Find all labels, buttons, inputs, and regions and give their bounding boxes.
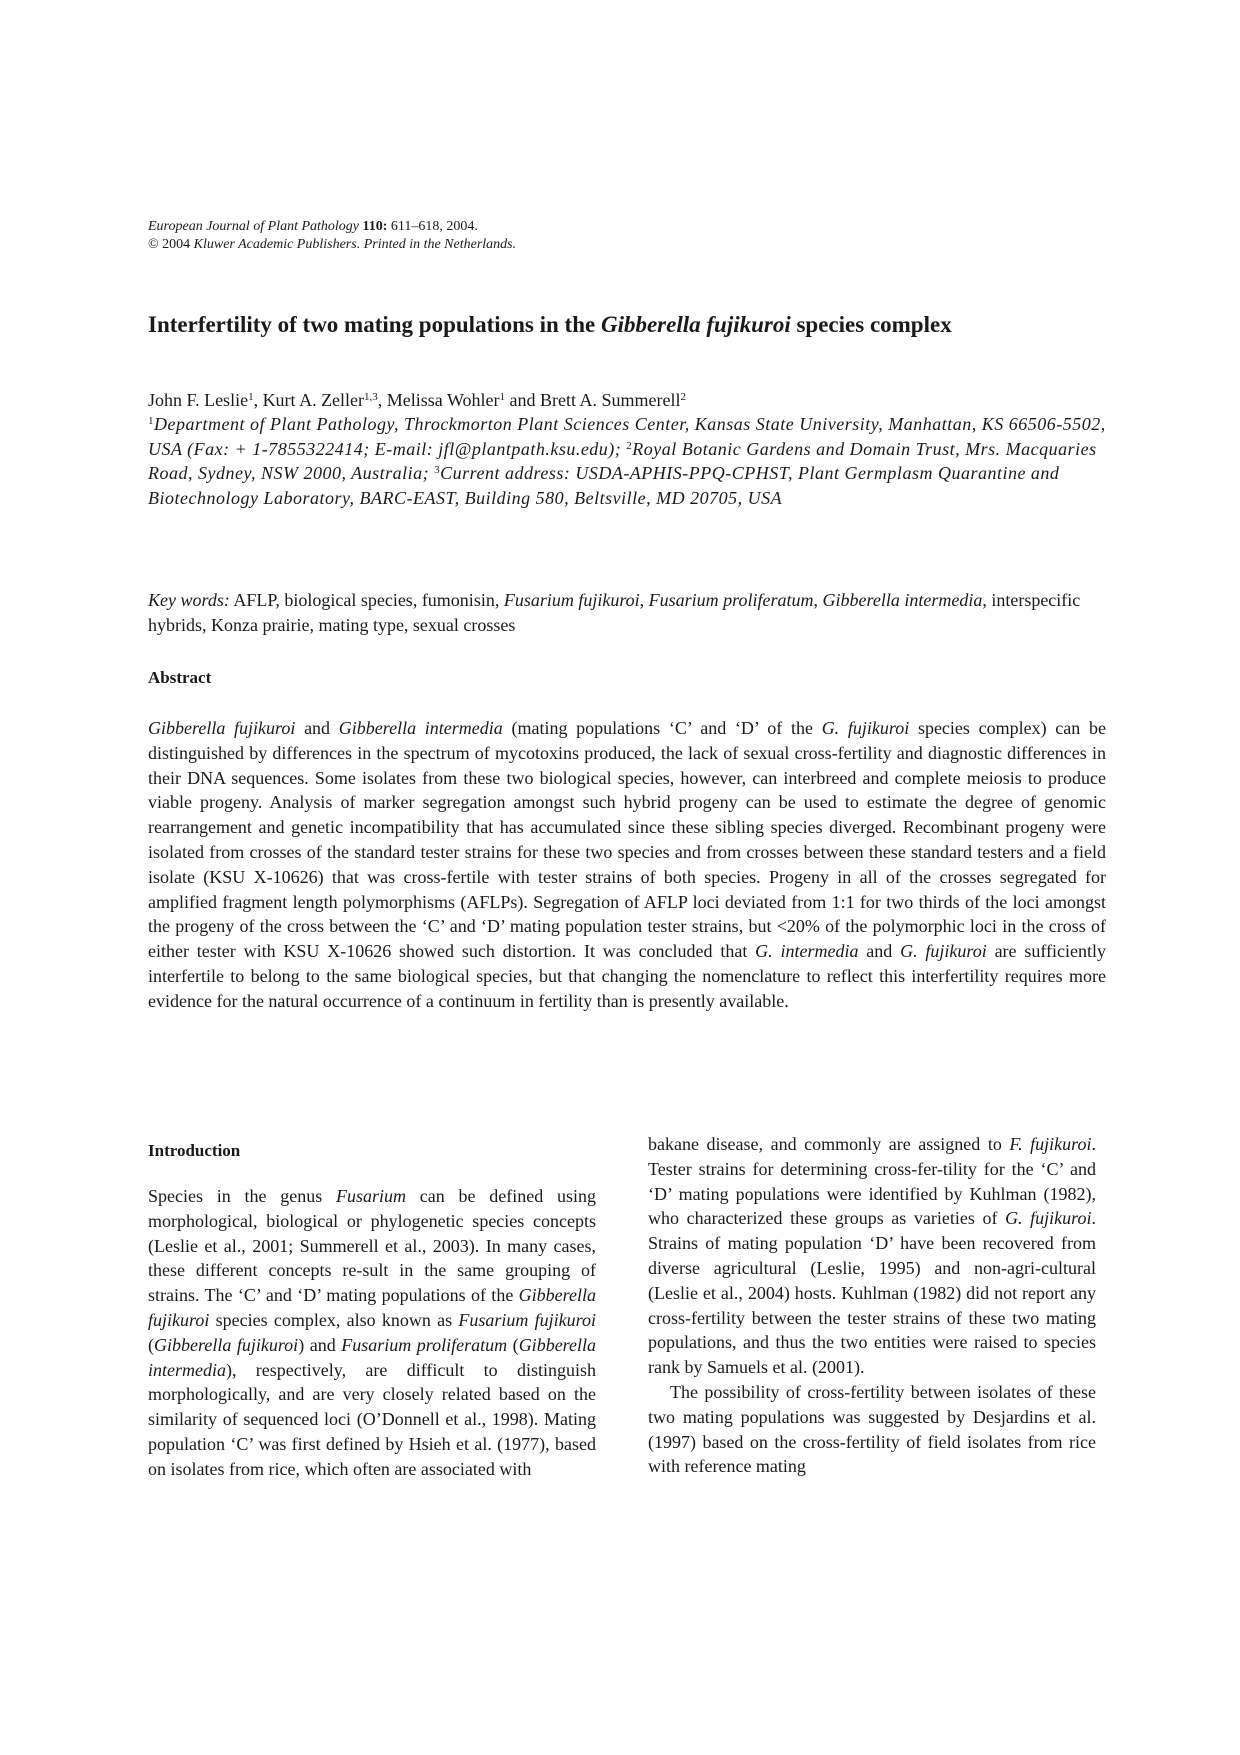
abstract-text: Gibberella fujikuroi and Gibberella intermedia (mating populations ‘C’ and ‘D’ of the G. fujikuroi species complex) can be distinguished by differences in the spectrum of mycotoxins produced, the lack of sexual cross-fertility and diagnostic differences in their DNA sequences. Some isolates from these two biological species, however, can interbreed and complete meiosis to produce viable progeny. Analysis of marker segregation amongst such hybrid progeny can be used to estimate the degree of genomic rearrangement and genetic incompatibility that has accumulated since these sibling species diverged. Recombinant progeny were isolated from crosses of the standard tester strains for these two species and from crosses between these standard testers and a field isolate (KSU X-10626) that was cross-fertile with tester strains of both species. Progeny in all of the crosses segregated for amplified fragment length polymorphisms (AFLPs). Segregation of AFLP loci deviated from 1:1 for two thirds of the loci amongst the progeny of the cross between the ‘C’ and ‘D’ mating population tester strains, but <20% of the polymorphic loci in the cross of either tester with KSU X-10626 showed such distortion. It was concluded that G. intermedia and G. fujikuroi are sufficiently interfertile to belong to the same biological species, but that changing the nomenclature to reflect this interfertility requires more evidence for the natural occurrence of a continuum in fertility than is presently available. [148, 718, 1106, 1011]
publisher-line: Kluwer Academic Publishers. Printed in the Netherlands. [193, 237, 517, 252]
intro-paragraph-1-part-a: Species in the genus Fusarium can be defined using morphological, biological or phylogenetic species concepts (Leslie et al., 2001; Summerell et al., 2003). In many cases, these different concepts re-sult in the same grouping of strains. The ‘C’ and ‘D’ mating populations of the Gibberella fujikuroi species complex, also known as Fusarium fujikuroi (Gibberella fujikuroi) and Fusarium proliferatum (Gibberella intermedia), respectively, are difficult to distinguish morphologically, and are very closely related based on the similarity of sequenced loci (O’Donnell et al., 1998). Mating population ‘C’ was first defined by Hsieh et al. (1977), based on isolates from rice, which often are associated with [148, 1186, 597, 1479]
right-column [648, 1132, 1096, 1479]
journal-volume: 110: [362, 219, 388, 234]
author-list: John F. Leslie$^1$, Kurt A. Zeller$^{1,3}$, Melissa Wohler$^1$ and Brett A. Summerell$^2$ [148, 390, 686, 410]
intro-paragraph-1-part-b: bakane disease, and commonly are assigned to F. fujikuroi. Tester strains for determining cross-fer-tility for the ‘C’ and ‘D’ mating populations were identified by Kuhlman (1982), who characterized these groups as varieties of G. fujikuroi. Strains of mating population ‘D’ have been recovered from diverse agricultural (Leslie, 1995) and non-agri-cultural (Leslie et al., 2004) hosts. Kuhlman (1982) did not report any cross-fertility between the tester strains of these two mating populations, and thus the two entities were raised to species rank by Samuels et al. (2001). [648, 1134, 1097, 1378]
affiliations: $^1$Department of Plant Pathology, Throckmorton Plant Sciences Center, Kansas State University, Manhattan, KS 66506-5502, USA (Fax: + 1-7855322414; E-mail: jfl@plantpath.ksu.edu); $^2$Royal Botanic Gardens and Domain Trust, Mrs. Macquaries Road, Sydney, NSW 2000, Australia; $^3$Current address: USDA-APHIS-PPQ-CPHST, Plant Germplasm Quarantine and Biotechnology Laboratory, BARC-EAST, Building 580, Beltsville, MD 20705, USA [148, 414, 1106, 508]
journal-citation [148, 218, 848, 236]
abstract-heading: Abstract [148, 668, 212, 687]
keywords-label: Key words: [148, 590, 230, 610]
copyright-line [148, 236, 848, 254]
journal-name: European Journal of Plant Pathology [148, 219, 360, 234]
paper-title: Interfertility of two mating populations in the Gibberella fujikuroi species complex [148, 312, 952, 337]
journal-header [148, 218, 848, 254]
journal-pages: 611–618, 2004. [390, 219, 478, 234]
copyright-mark: © 2004 [148, 237, 191, 252]
left-column [148, 1140, 596, 1482]
introduction-heading: Introduction [148, 1141, 241, 1160]
keywords: Key words: AFLP, biological species, fumonisin, Fusarium fujikuroi, Fusarium proliferatum, Gibberella intermedia, interspecific hybrids, Konza prairie, mating type, sexual crosses [148, 590, 1081, 635]
intro-paragraph-2: The possibility of cross-fertility between isolates of these two mating populations was suggested by Desjardins et al. (1997) based on the cross-fertility of field isolates from rice with reference mating [648, 1381, 1096, 1477]
